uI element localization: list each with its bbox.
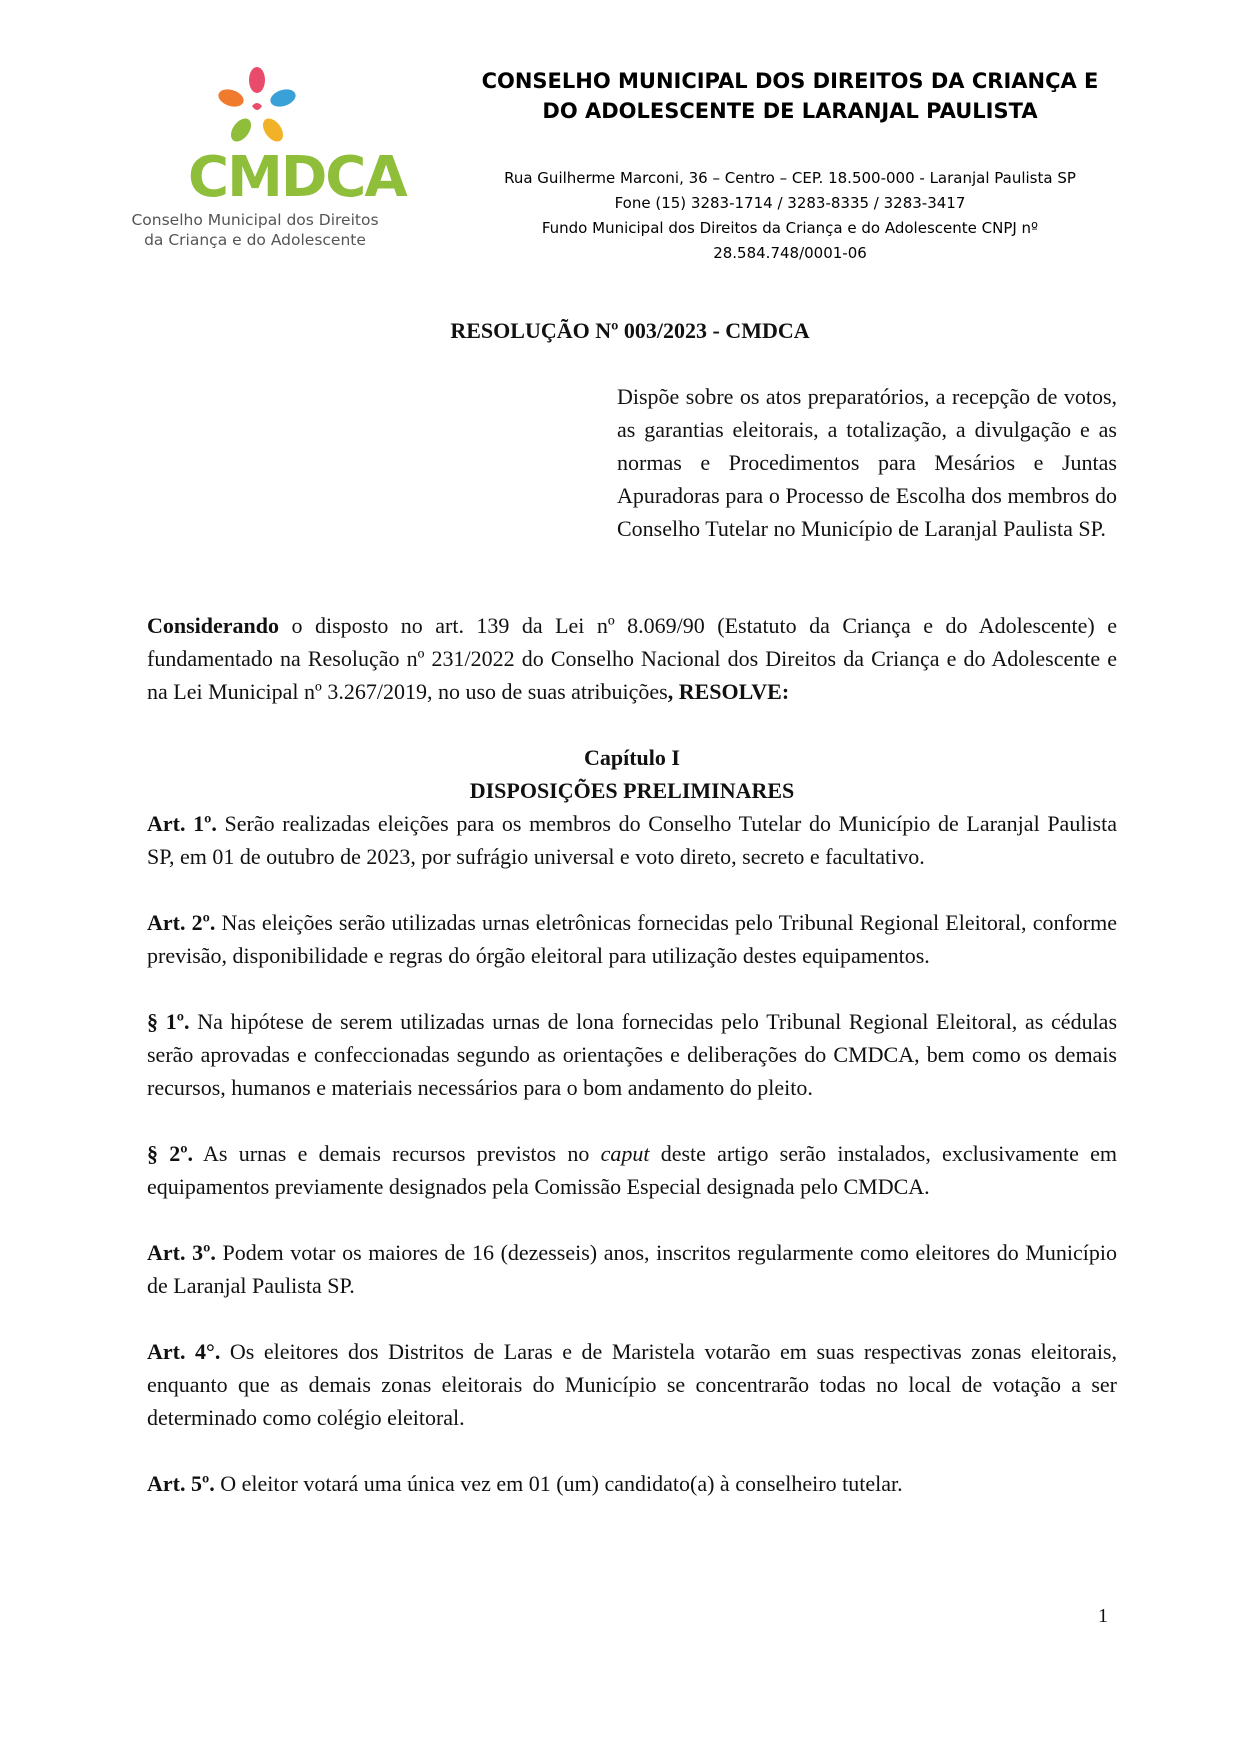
preamble-text: o disposto no art. 139 da Lei nº 8.069/90 (Estatuto da Criança e do Adolescente) e fundamentado na Resolução nº 231/2022 do Conselho Nacional dos Direitos da Criança e do Adolescente e na Lei Municipal nº 3.267/2019, no uso de suas atribuições — [147, 613, 1117, 704]
paragraph-1-label: § 1º. — [147, 1009, 190, 1034]
logo-subtitle-line1: Conselho Municipal dos Direitos — [131, 211, 379, 229]
council-contact — [430, 166, 1150, 266]
resolution-title: RESOLUÇÃO Nº 003/2023 - CMDCA — [450, 318, 810, 343]
article-5-text: O eleitor votará uma única vez em 01 (um) candidato(a) à conselheiro tutelar. — [214, 1471, 903, 1496]
article-1 — [147, 807, 1117, 873]
article-1-label: Art. 1º. — [147, 811, 217, 836]
resolution-body — [147, 609, 1117, 1500]
paragraph-2-caput: caput — [600, 1141, 650, 1166]
paragraph-2 — [147, 1137, 1117, 1203]
article-3-label: Art. 3º. — [147, 1240, 216, 1265]
preamble-resolve: , RESOLVE: — [667, 679, 790, 704]
paragraph-2-label: § 2º. — [147, 1141, 193, 1166]
article-3-text: Podem votar os maiores de 16 (dezesseis) anos, inscritos regularmente como eleitores do Município de Laranjal Paulista SP. — [147, 1240, 1117, 1298]
article-1-text: Serão realizadas eleições para os membros do Conselho Tutelar do Município de Laranjal Paulista SP, em 01 de outubro de 2023, por sufrágio universal e voto direto, secreto e facultativo. — [147, 811, 1117, 869]
preamble-lead: Considerando — [147, 613, 280, 638]
council-title-line1: CONSELHO MUNICIPAL DOS DIREITOS DA CRIANÇA E — [481, 69, 1099, 93]
council-cnpj: 28.584.748/0001-06 — [713, 244, 867, 262]
article-2 — [147, 906, 1117, 972]
paragraph-1 — [147, 1005, 1117, 1104]
chapter-number: Capítulo I — [584, 745, 680, 770]
page-number: 1 — [1098, 1605, 1108, 1627]
council-address: Rua Guilherme Marconi, 36 – Centro – CEP. 18.500-000 - Laranjal Paulista SP — [504, 169, 1076, 187]
chapter-title: DISPOSIÇÕES PRELIMINARES — [469, 778, 795, 803]
logo-name: CMDCA — [188, 145, 406, 210]
logo-subtitle — [120, 210, 390, 250]
article-5-label: Art. 5º. — [147, 1471, 215, 1496]
resolution-summary: Dispõe sobre os atos preparatórios, a recepção de votos, as garantias eleitorais, a totalização, a divulgação e as normas e Procedimentos para Mesários e Juntas Apuradoras para o Processo de Escolha dos membros do Conselho Tutelar no Município de Laranjal Paulista SP. — [617, 384, 1117, 541]
article-5 — [147, 1467, 1117, 1500]
article-4-label: Art. 4°. — [147, 1339, 221, 1364]
logo-subtitle-line2: da Criança e do Adolescente — [144, 231, 366, 249]
council-title-line2: DO ADOLESCENTE DE LARANJAL PAULISTA — [542, 99, 1038, 123]
article-4 — [147, 1335, 1117, 1434]
paragraph-2-text-after: deste artigo serão instalados, exclusivamente em equipamentos previamente designados pela Comissão Especial designada pelo CMDCA. — [147, 1141, 1117, 1199]
paragraph-1-text: Na hipótese de serem utilizadas urnas de lona fornecidas pelo Tribunal Regional Eleitoral, as cédulas serão aprovadas e confeccionadas segundo as orientações e deliberações do CMDCA, bem como os demais recursos, humanos e materiais necessários para o bom andamento do pleito. — [147, 1009, 1118, 1100]
paragraph-2-text-before: As urnas e demais recursos previstos no — [193, 1141, 601, 1166]
article-3 — [147, 1236, 1117, 1302]
article-2-label: Art. 2º. — [147, 910, 216, 935]
article-4-text: Os eleitores dos Distritos de Laras e de Maristela votarão em suas respectivas zonas eleitorais, enquanto que as demais zonas eleitorais do Município se concentrarão todas no local de votação a ser determinado como colégio eleitoral. — [147, 1339, 1117, 1430]
article-2-text: Nas eleições serão utilizadas urnas eletrônicas fornecidas pelo Tribunal Regional Eleitoral, conforme previsão, disponibilidade e regras do órgão eleitoral para utilização destes equipamentos. — [147, 910, 1117, 968]
council-fund: Fundo Municipal dos Direitos da Criança e do Adolescente CNPJ nº — [541, 219, 1039, 237]
preamble — [147, 609, 1117, 708]
hands-star-logo-icon — [217, 66, 297, 144]
council-phone: Fone (15) 3283-1714 / 3283-8335 / 3283-3417 — [614, 194, 966, 212]
council-title — [430, 66, 1150, 126]
